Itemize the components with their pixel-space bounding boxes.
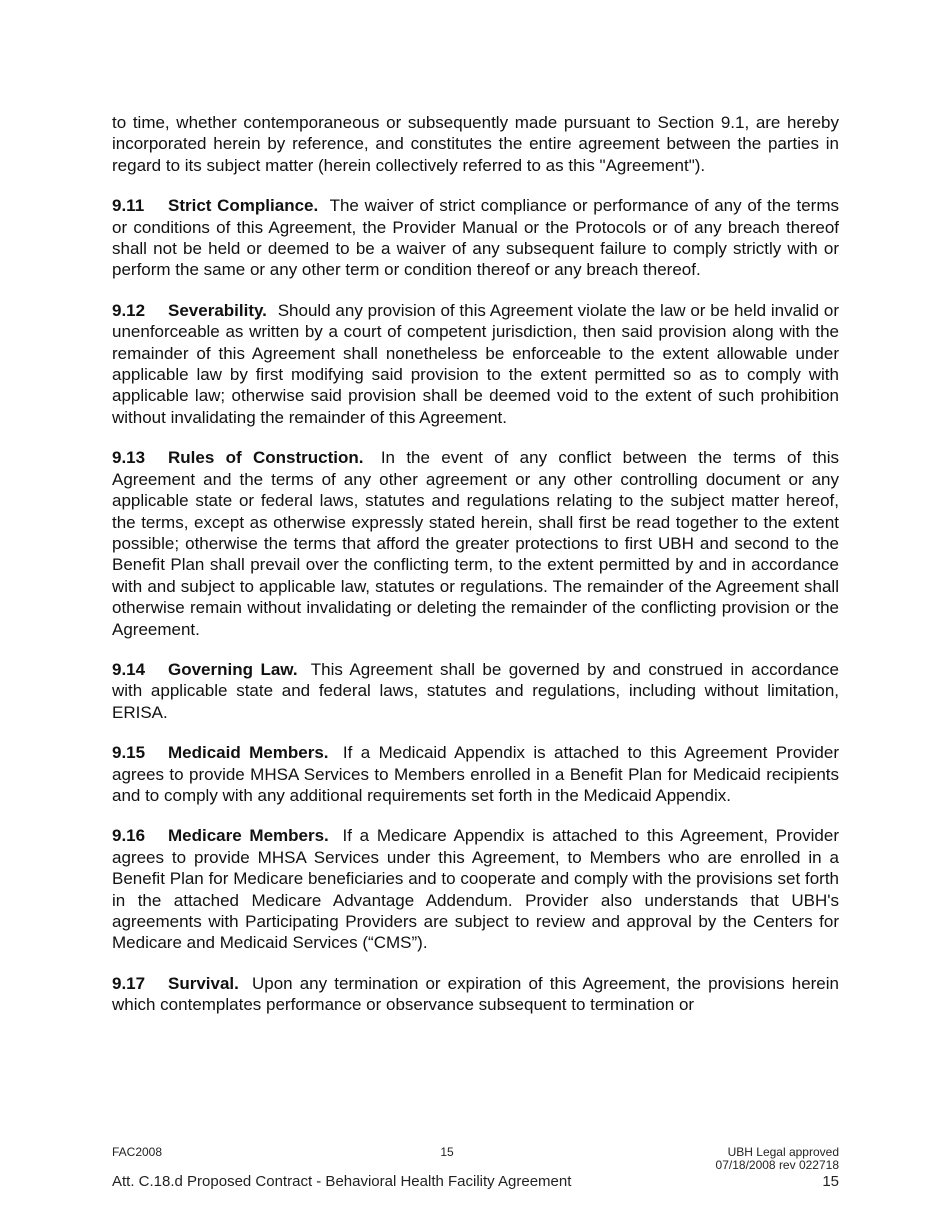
attachment-label: Att. C.18.d Proposed Contract - Behavioral Health Facility Agreement <box>112 1173 572 1190</box>
section-text: Upon any termination or expiration of this Agreement, the provisions herein which contemplates performance or observance subsequent to termination or <box>112 973 839 1015</box>
section-number: 9.15 <box>112 743 146 763</box>
intro-paragraph: to time, whether contemporaneous or subsequently made pursuant to Section 9.1, are hereby incorporated herein by reference, and constitutes the entire agreement between the parties in regard to its subject matter (herein collectively referred to as this "Agreement"). <box>112 113 839 175</box>
section-text: The waiver of strict compliance or performance of any of the terms or conditions of this Agreement, the Provider Manual or the Protocols or of any breach thereof shall not be held or deemed to be a waiver of any subsequent failure to comply strictly with or perform the same or any other term or condition thereof or any breach thereof. <box>112 196 839 280</box>
section-9-17 <box>112 973 839 1016</box>
section-9-16 <box>112 825 839 953</box>
section-text: If a Medicare Appendix is attached to this Agreement, Provider agrees to provide MHSA Services under this Agreement, to Members who are enrolled in a Benefit Plan for Medicare beneficiaries and to cooperate and comply with the provisions set forth in the attached Medicare Advantage Addendum. Provider also understands that UBH's agreements with Participating Providers are subject to review and approval by the Centers for Medicare and Medicaid Services (“CMS”). <box>112 826 839 953</box>
document-body <box>112 112 839 1035</box>
section-heading: Medicare Members. <box>168 826 329 846</box>
approval-line-1: UBH Legal approved <box>727 1145 839 1159</box>
section-number: 9.16 <box>112 826 146 846</box>
section-text: In the event of any conflict between the terms of this Agreement and the terms of any other agreement or any other controlling document or any applicable state or federal laws, statutes and regulations relating to the subject matter hereof, the terms, except as otherwise expressly stated herein, shall first be read together to the extent possible; otherwise the terms that afford the greater protections to first UBH and second to the Benefit Plan shall prevail over the conflicting term, to the extent permitted by and in accordance with and subject to applicable law, statutes or regulations. The remainder of the Agreement shall otherwise remain without invalidating or deleting the remainder of the conflicting provision or the Agreement. <box>112 448 839 639</box>
approval-line-2: 07/18/2008 rev 022718 <box>715 1158 839 1172</box>
section-9-11 <box>112 195 839 281</box>
section-heading: Strict Compliance. <box>168 196 319 216</box>
section-heading: Governing Law. <box>168 659 298 679</box>
section-text: If a Medicaid Appendix is attached to this Agreement Provider agrees to provide MHSA Services to Members enrolled in a Benefit Plan for Medicaid recipients and to comply with any additional requirements set forth in the Medicaid Appendix. <box>112 743 839 805</box>
section-heading: Survival. <box>168 973 239 993</box>
approval-stamp <box>716 1146 839 1172</box>
page-number: 15 <box>440 1145 454 1159</box>
section-9-14 <box>112 659 839 723</box>
section-9-12 <box>112 300 839 428</box>
section-number: 9.12 <box>112 300 146 320</box>
section-number: 9.13 <box>112 448 146 468</box>
section-heading: Medicaid Members. <box>168 743 329 763</box>
section-number: 9.14 <box>112 659 146 679</box>
section-text: Should any provision of this Agreement violate the law or be held invalid or unenforceable as written by a court of competent jurisdiction, then said provision along with the remainder of this Agreement shall nonetheless be enforceable to the extent allowable under applicable law by first modifying said provision to the extent permitted so as to comply with applicable law; otherwise said provision shall be deemed void to the extent of such prohibition without invalidating the remainder of this Agreement. <box>112 300 839 427</box>
doc-code: FAC2008 <box>112 1145 163 1159</box>
page-footer <box>112 1146 839 1174</box>
section-text: This Agreement shall be governed by and construed in accordance with applicable state and federal laws, statutes and regulations, including without limitation, ERISA. <box>112 659 840 722</box>
section-9-15 <box>112 742 839 806</box>
section-heading: Rules of Construction. <box>168 448 364 468</box>
section-9-13 <box>112 447 839 640</box>
attachment-page-number: 15 <box>822 1173 839 1190</box>
section-heading: Severability. <box>168 300 267 320</box>
section-number: 9.11 <box>112 196 145 216</box>
section-number: 9.17 <box>112 973 146 993</box>
